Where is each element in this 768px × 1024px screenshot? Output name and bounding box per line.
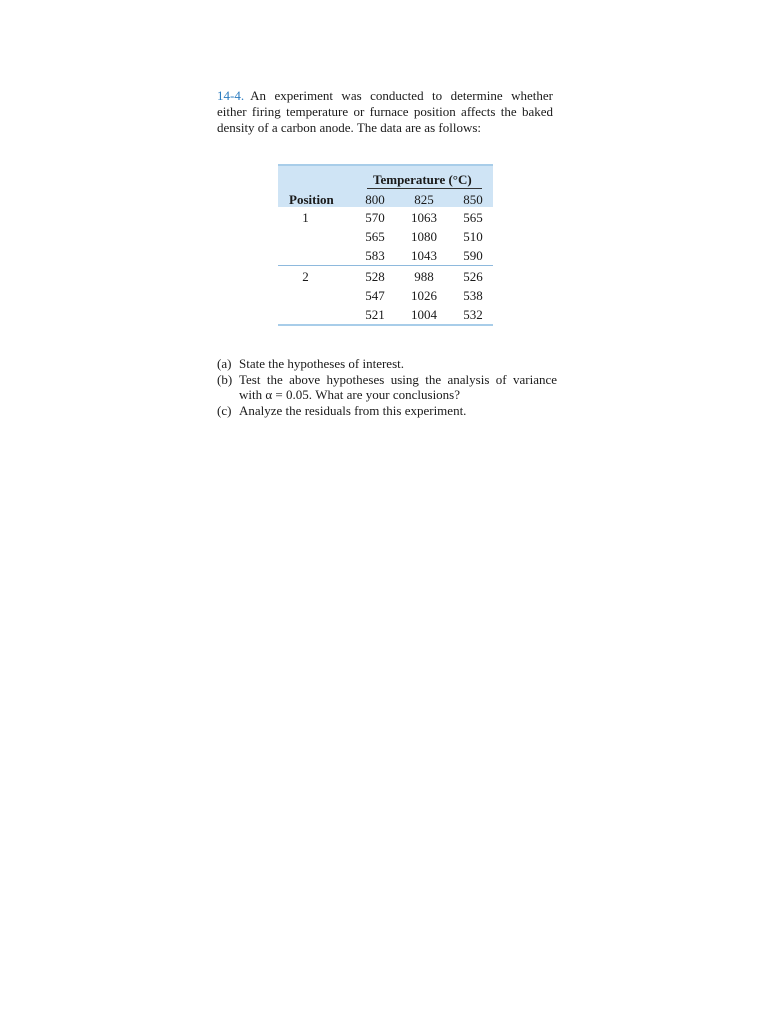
problem-text: An experiment was conducted to determine whether either firing temperature or furnace position affects the baked density of a carbon anode. The data are as follows: xyxy=(217,88,553,135)
table-cell: 532 xyxy=(463,307,483,322)
table-cell: 526 xyxy=(463,269,483,284)
question-list xyxy=(217,356,557,418)
position-group xyxy=(278,266,493,324)
problem-number: 14-4. xyxy=(217,88,245,103)
table-cell: 1080 xyxy=(411,229,437,244)
question-text: Analyze the residuals from this experiment. xyxy=(239,402,467,418)
table-cell: 1043 xyxy=(411,248,437,263)
table-cell: 1004 xyxy=(411,307,437,322)
table-cell: 1063 xyxy=(411,210,437,225)
table-cell: 1026 xyxy=(411,288,437,303)
table-cell: 538 xyxy=(463,288,483,303)
table-cell: 510 xyxy=(463,229,483,244)
question-label: (a) xyxy=(217,356,232,371)
table-cell: 570 xyxy=(365,210,385,225)
table-cell: 988 xyxy=(414,269,434,284)
table-cell: 590 xyxy=(463,248,483,263)
temperature-column-header: 800 xyxy=(365,192,385,207)
table-cell: 565 xyxy=(365,229,385,244)
question-item xyxy=(217,372,557,403)
table-cell: 547 xyxy=(365,288,385,303)
position-group xyxy=(278,207,493,265)
question-item xyxy=(217,403,557,419)
table-bottom-rule xyxy=(278,324,493,326)
question-text: State the hypotheses of interest. xyxy=(239,356,404,371)
temperature-header: Temperature (°C) xyxy=(373,172,472,187)
data-table xyxy=(278,164,493,326)
question-text: Test the above hypotheses using the analysis of variance with α = 0.05. What are your conclusions? xyxy=(239,371,557,402)
position-label: 1 xyxy=(302,210,309,225)
table-cell: 583 xyxy=(365,248,385,263)
table-header xyxy=(278,166,493,207)
table-cell: 521 xyxy=(365,307,385,322)
position-label: 2 xyxy=(302,269,309,284)
temperature-column-header: 850 xyxy=(463,192,483,207)
position-header: Position xyxy=(289,192,334,207)
question-label: (b) xyxy=(217,371,233,387)
table-cell: 565 xyxy=(463,210,483,225)
problem-statement xyxy=(217,88,553,136)
question-label: (c) xyxy=(217,402,232,418)
temperature-column-header: 825 xyxy=(414,192,434,207)
temperature-header-underline xyxy=(367,188,482,189)
question-item xyxy=(217,356,557,372)
table-cell: 528 xyxy=(365,269,385,284)
